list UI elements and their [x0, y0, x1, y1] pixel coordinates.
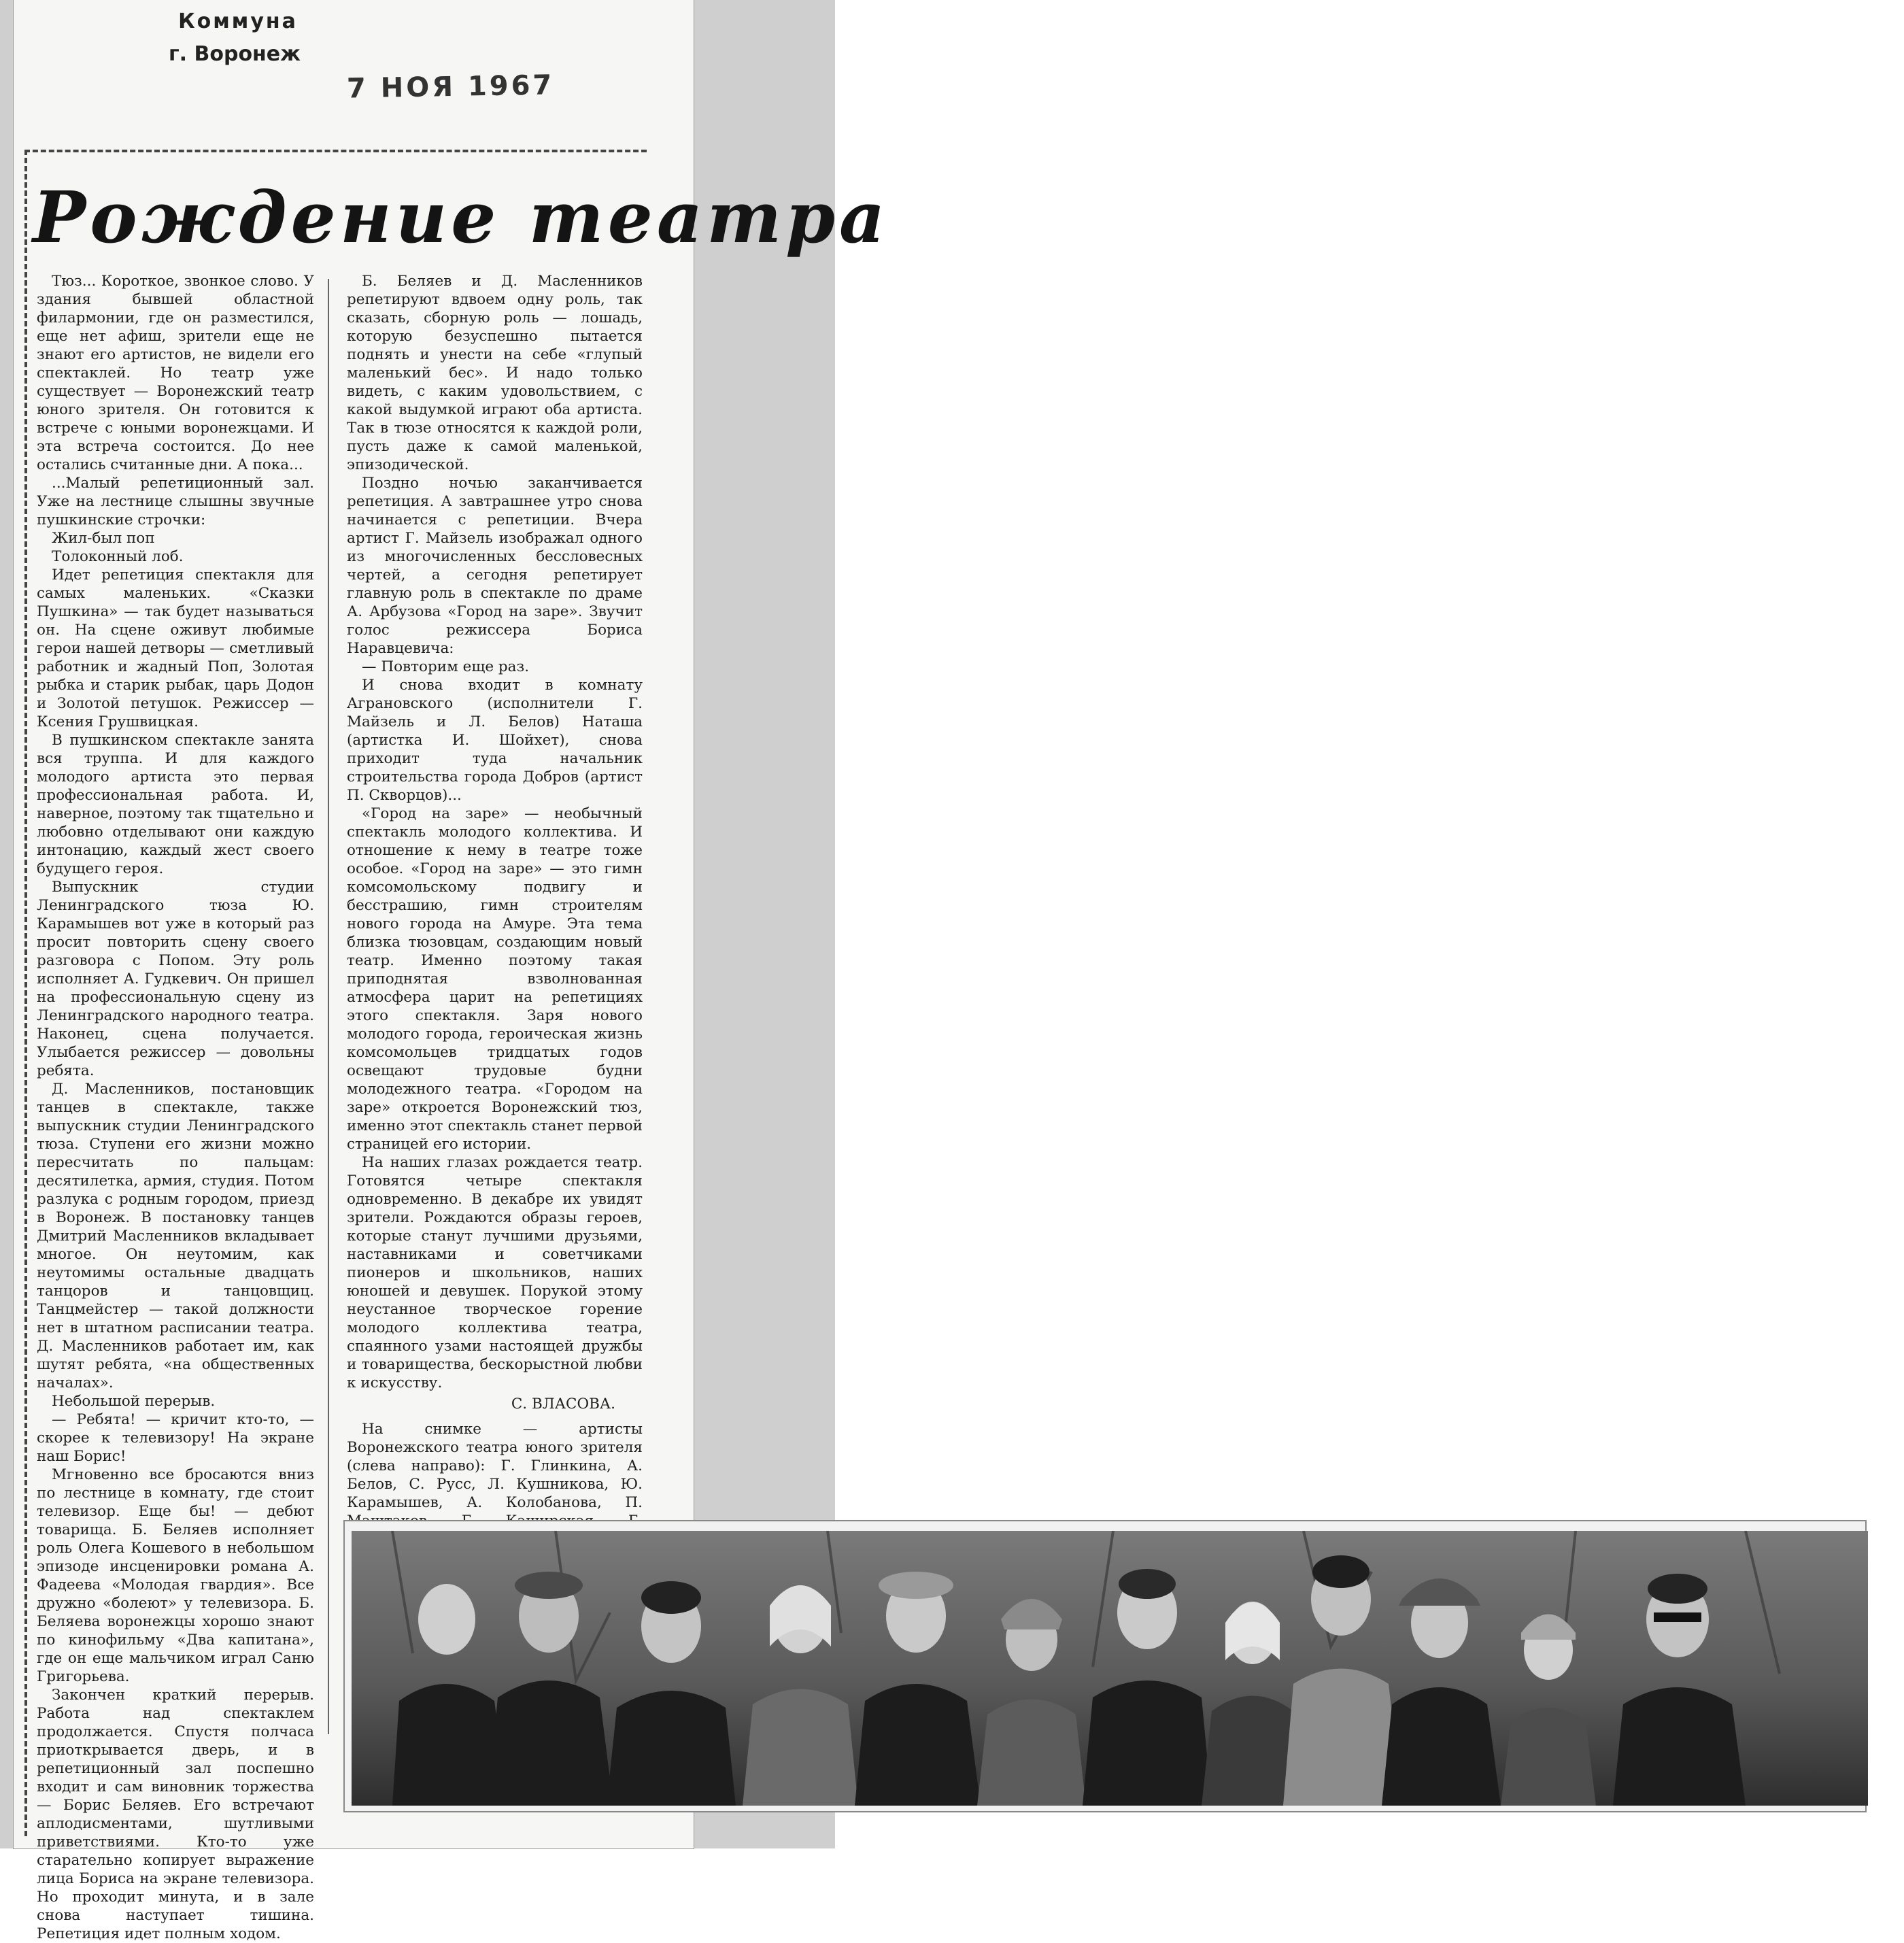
paragraph: Небольшой перерыв.	[52, 1393, 216, 1410]
article-author: С. ВЛАСОВА.	[511, 1396, 615, 1413]
photo-caption: На снимке — артисты Воронежского театра юного зрителя (слева направо): Г. Глинкина, А. Белов, С. Русс, Л. Кушникова, Ю. Карамышев, А. Колобанова, П.	[347, 1421, 643, 1511]
paragraph: Поздно ночью заканчивается репетиция. А завтрашнее утро снова начинается с репетиции. Вчера артист Г. Майзель изображал одного из многочисленных бессловесных чертей, а сегодня репетирует главную роль в спектакле по драме А. Арбузова «Город на заре». Звучит голос режиссера Бориса Наравцевича:	[347, 475, 643, 657]
date-stamp: 7 НОЯ 1967	[346, 69, 555, 105]
paragraph: Мгновенно все бросаются вниз по лестнице в комнату, где стоит телевизор. Еще бы! — дебют товарища. Б. Беляев исполняет роль Олега Кошевого в небольшом эпизоде инсценировки романа А. Фадеева «Молодая гвардия». Все дружно «болеют» у телевизора. Б. Беляева воронежцы хорошо знают по кинофильму «Два капитана», где он еще мальчиком играл Саню Григорьева.	[37, 1466, 314, 1685]
paragraph: Выпускник студии Ленинградского тюза Ю. Карамышев вот уже в который раз просит повторить сцену своего разговора с Попом. Эту роль исполняет А. Гудкевич. Он пришел на профессиональную сцену из Ленинградского народного театра. Наконец, сцена получается. Улыбается режиссер — довольны ребята.	[37, 879, 314, 1079]
paragraph: ...Малый репетиционный зал. Уже на лестнице слышны звучные пушкинские строчки:	[37, 475, 314, 528]
paragraph: В пушкинском спектакле занята вся труппа. И для каждого молодого артиста это первая профессиональная работа. И, наверное, поэтому так тщательно и любовно отделывают они каждую интонацию, каждый жест своего будущего героя.	[37, 732, 314, 877]
verse-line: Жил-был поп	[52, 530, 155, 547]
newspaper-name: Коммуна	[178, 10, 298, 33]
article-right-column	[347, 272, 643, 1591]
verse-line: Толоконный лоб.	[52, 548, 184, 565]
group-photo	[352, 1531, 1868, 1806]
group-photo-frame	[343, 1520, 1867, 1812]
newspaper-city: г. Воронеж	[168, 42, 301, 66]
column-divider	[328, 279, 329, 1734]
paragraph: Идет репетиция спектакля для самых маленьких. «Сказки Пушкина» — так будет называться он. На сцене оживут любимые герои нашей детворы — сметливый работник и жадный Поп, Золотая рыбка и старик рыбак, царь Додон и Золотой петушок. Режиссер — Ксения Грушвицкая.	[37, 567, 314, 730]
paragraph: Закончен краткий перерыв. Работа над спектаклем продолжается. Спустя полчаса приоткрывается дверь, и в репетиционный зал поспешно входит и сам виновник торжества — Борис Беляев. Его встречают аплодисментами, шутливыми приветствиями. Кто-то уже старательно копирует выражение лица Бориса на экране телевизора. Но проходит минута, и в зале снова наступает тишина. Репетиция идет полным ходом.	[37, 1687, 314, 1942]
paragraph: Тюз... Короткое, звонкое слово. У здания бывшей областной филармонии, где он разместился, еще нет афиш, зрители еще не знают его артистов, не видели его спектаклей. Но театр уже существует — Воронежский театр юного зрителя. Он готовится к встрече с юными воронежцами. И эта встреча состоится. До нее остались считанные дни. А пока...	[37, 273, 314, 473]
paragraph: И снова входит в комнату Аграновского (исполнители Г. Майзель и Л. Белов) Наташа (артистка И. Шойхет), снова приходит туда начальник строительства города Добров (артист П. Скворцов)...	[347, 677, 643, 804]
paragraph: «Город на заре» — необычный спектакль молодого коллектива. И отношение к нему в театре тоже особое. «Город на заре» — это гимн комсомольскому подвигу и бесстрашию, гимн строителям нового города на Амуре. Эта тема близка тюзовцам, создающим новый театр. Именно поэтому такая приподнятая взволнованная атмосфера царит на репетициях этого спектакля. Заря нового молодого города, героическая жизнь комсомольцев тридцатых годов освещают трудовые будни молодежного театра. «Городом на заре» откроется Воронежский тюз, именно этот спектакль станет первой страницей его истории.	[347, 805, 643, 1153]
paragraph: Д. Масленников, постановщик танцев в спектакле, также выпускник студии Ленинградского тюза. Ступени его жизни можно пересчитать по пальцам: десятилетка, армия, студия. Потом разлука с родным городом, приезд в Воронеж. В постановку танцев Дмитрий Масленников вкладывает многое. Он неутомим, как неутомимы остальные двадцать танцоров и танцовщиц. Танцмейстер — такой должности нет в штатном расписании театра. Д. Масленников работает им, как шутят ребята, «на общественных началах».	[37, 1081, 314, 1391]
paragraph: — Ребята! — кричит кто-то, — скорее к телевизору! На экране наш Борис!	[37, 1411, 314, 1465]
paragraph: — Повторим еще раз.	[362, 658, 530, 675]
article-title: Рождение театра	[33, 175, 889, 259]
paragraph: Б. Беляев и Д. Масленников репетируют вдвоем одну роль, так сказать, сборную роль — лошадь, которую безуспешно пытается поднять и унести на себе «глупый маленький бес». И надо только видеть, с каким удовольствием, с какой выдумкой играют оба артиста. Так в тюзе относятся к каждой роли, пусть даже к самой маленькой, эпизодической.	[347, 273, 643, 473]
article-left-column	[37, 272, 314, 1943]
paragraph: На наших глазах рождается театр. Готовятся четыре спектакля одновременно. В декабре их увидят зрители. Рождаются образы героев, которые станут лучшими друзьями, наставниками и советчиками пионеров и школьников, наших юношей и девушек. Порукой этому неустанное творческое горение молодого коллектива театра, спаянного узами настоящей дружбы и товарищества, бескорыстной любви к искусству.	[347, 1154, 643, 1391]
